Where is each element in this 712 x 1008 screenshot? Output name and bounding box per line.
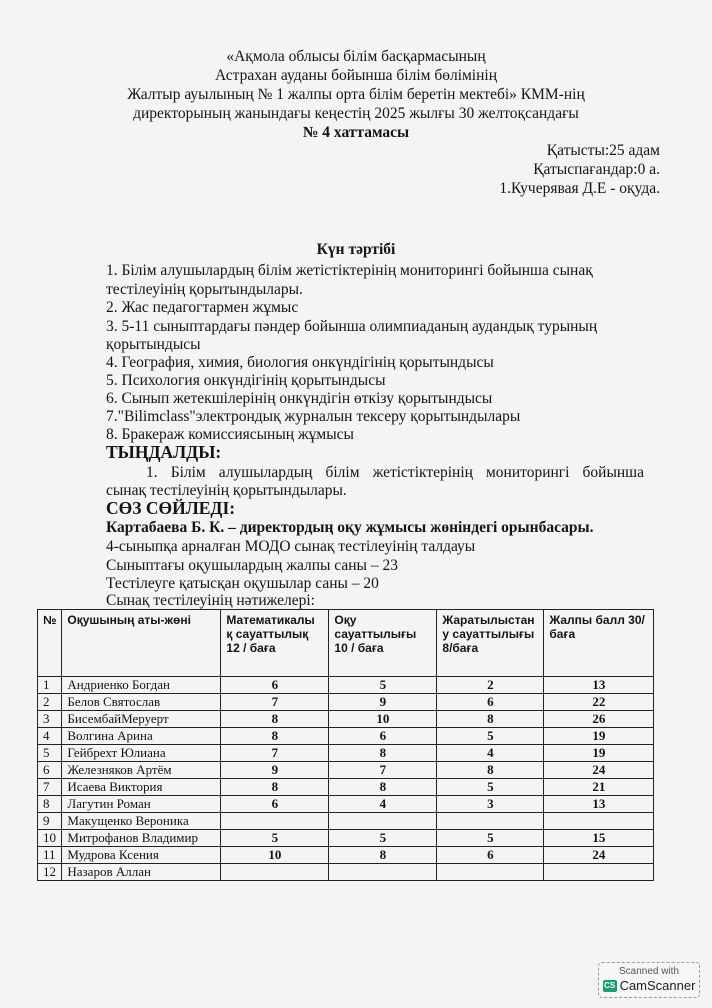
header-line-4: директорының жанындағы кеңестің 2025 жылғы 30 желтоқсандағы: [133, 105, 579, 122]
cell-total: 21: [544, 779, 654, 796]
agenda-item: 8. Бракераж комиссиясының жұмысы: [106, 426, 354, 443]
cell-science: 8: [437, 711, 544, 728]
results-table: [37, 609, 654, 881]
cell-name: Андриенко Богдан: [62, 677, 221, 694]
spoke-line: Тестілеуге қатысқан оқушылар саны – 20: [106, 575, 379, 592]
spoke-title: СӨЗ СӨЙЛЕДІ:: [106, 498, 236, 518]
cell-science: 5: [437, 830, 544, 847]
cell-science: [437, 864, 544, 881]
cell-math: [221, 864, 329, 881]
cell-science: 5: [437, 779, 544, 796]
cell-total: [544, 813, 654, 830]
agenda-item: 6. Сынып жетекшілерінің онкүндігін өткізу қорытындысы: [106, 390, 493, 407]
cell-math: 6: [221, 796, 329, 813]
cell-total: 22: [544, 694, 654, 711]
col-header-name: Оқушының аты-жөні: [62, 610, 221, 677]
cell-total: 19: [544, 728, 654, 745]
col-header-total: Жалпы балл 30/баға: [544, 610, 654, 677]
cell-number: 4: [38, 728, 62, 745]
cell-number: 6: [38, 762, 62, 779]
cell-name: Макущенко Вероника: [62, 813, 221, 830]
attendance-note: 1.Кучерявая Д.Е - оқуда.: [499, 180, 660, 197]
table-row: [38, 864, 654, 881]
cell-reading: 5: [329, 830, 437, 847]
cell-name: Мудрова Ксения: [62, 847, 221, 864]
cell-science: 4: [437, 745, 544, 762]
table-row: [38, 677, 654, 694]
agenda-item: 2. Жас педагогтармен жұмыс: [106, 299, 299, 316]
cell-number: 12: [38, 864, 62, 881]
spoke-line: Сынақ тестілеуінің нәтижелері:: [106, 592, 315, 609]
cell-science: [437, 813, 544, 830]
cell-reading: 7: [329, 762, 437, 779]
cell-name: Исаева Виктория: [62, 779, 221, 796]
cell-math: 10: [221, 847, 329, 864]
cell-math: 6: [221, 677, 329, 694]
cell-number: 9: [38, 813, 62, 830]
cell-reading: 4: [329, 796, 437, 813]
col-header-science: Жаратылыстан у сауаттылығы 8/баға: [437, 610, 544, 677]
cell-math: 7: [221, 694, 329, 711]
agenda-item: 5. Психология онкүндігінің қорытындысы: [106, 372, 386, 389]
agenda-item: тестілеуінің қорытындылары.: [106, 281, 303, 298]
cell-science: 2: [437, 677, 544, 694]
cell-number: 7: [38, 779, 62, 796]
cell-science: 6: [437, 847, 544, 864]
camscanner-watermark: [598, 962, 700, 998]
cell-reading: 8: [329, 745, 437, 762]
cell-total: 13: [544, 796, 654, 813]
cell-reading: 10: [329, 711, 437, 728]
cell-reading: 5: [329, 677, 437, 694]
cell-name: Железняков Артём: [62, 762, 221, 779]
table-row: [38, 694, 654, 711]
agenda-item: қорытындысы: [106, 336, 201, 353]
cell-name: Назаров Аллан: [62, 864, 221, 881]
cell-number: 8: [38, 796, 62, 813]
speaker-line: Картабаева Б. К. – директордың оқу жұмысы жөніндегі орынбасары.: [106, 519, 594, 536]
table-row: [38, 728, 654, 745]
cell-science: 5: [437, 728, 544, 745]
cell-total: 26: [544, 711, 654, 728]
cell-number: 1: [38, 677, 62, 694]
agenda-item: 7."Bilimclass"электрондық журналын тексеру қорытындылары: [106, 408, 521, 425]
table-row: [38, 745, 654, 762]
cell-name: Белов Святослав: [62, 694, 221, 711]
table-header-row: [38, 610, 654, 677]
cell-name: Гейбрехт Юлиана: [62, 745, 221, 762]
heard-title: ТЫҢДАЛДЫ:: [106, 442, 222, 462]
cell-name: Волгина Арина: [62, 728, 221, 745]
watermark-brand: CamScanner: [619, 978, 696, 993]
spoke-line: Сыныптағы оқушылардың жалпы саны – 23: [106, 557, 398, 574]
cell-math: 7: [221, 745, 329, 762]
table-row: [38, 813, 654, 830]
cell-total: [544, 864, 654, 881]
cell-total: 13: [544, 677, 654, 694]
protocol-title: № 4 хаттамасы: [302, 124, 410, 141]
header-line-2: Астрахан ауданы бойынша білім бөлімінің: [214, 67, 498, 84]
cell-science: 6: [437, 694, 544, 711]
camscanner-logo-icon: CS: [604, 980, 616, 990]
cell-number: 10: [38, 830, 62, 847]
cell-reading: 9: [329, 694, 437, 711]
cell-name: Лагутин Роман: [62, 796, 221, 813]
cell-number: 5: [38, 745, 62, 762]
cell-name: Митрофанов Владимир: [62, 830, 221, 847]
agenda-item: 3. 5-11 сыныптардағы пәндер бойынша олимпиаданың аудандық турының: [106, 318, 598, 335]
attendance-absent: Қатыспағандар:0 а.: [533, 161, 660, 178]
spoke-line: 4-сыныпқа арналған МОДО сынақ тестілеуінің талдауы: [106, 538, 476, 555]
col-header-number: №: [38, 610, 62, 677]
col-header-reading: Оқу сауаттылығы 10 / баға: [329, 610, 437, 677]
cell-total: 24: [544, 762, 654, 779]
cell-number: 11: [38, 847, 62, 864]
cell-reading: [329, 813, 437, 830]
cell-number: 2: [38, 694, 62, 711]
header-line-1: «Ақмола облысы білім басқармасының: [226, 48, 486, 65]
cell-science: 8: [437, 762, 544, 779]
cell-reading: 8: [329, 847, 437, 864]
table-row: [38, 779, 654, 796]
cell-math: 8: [221, 779, 329, 796]
attendance-present: Қатысты:25 адам: [546, 142, 660, 159]
agenda-item: 1. Білім алушылардың білім жетістіктерінің мониторингі бойынша сынақ: [106, 262, 593, 279]
cell-math: 5: [221, 830, 329, 847]
cell-math: 8: [221, 728, 329, 745]
table-row: [38, 711, 654, 728]
cell-total: 15: [544, 830, 654, 847]
cell-math: 9: [221, 762, 329, 779]
cell-reading: 6: [329, 728, 437, 745]
table-row: [38, 830, 654, 847]
cell-total: 19: [544, 745, 654, 762]
table-row: [38, 847, 654, 864]
agenda-title: Күн тәртібі: [316, 241, 396, 258]
cell-math: [221, 813, 329, 830]
agenda-item: 4. География, химия, биология онкүндігінің қорытындысы: [106, 354, 494, 371]
header-line-3: Жалтыр ауылының № 1 жалпы орта білім беретін мектебі» КММ-нің: [127, 86, 585, 103]
cell-total: 24: [544, 847, 654, 864]
cell-reading: 8: [329, 779, 437, 796]
table-row: [38, 762, 654, 779]
col-header-math: Математикалы қ сауаттылық 12 / баға: [221, 610, 329, 677]
cell-science: 3: [437, 796, 544, 813]
heard-line-2: сынақ тестілеуінің қорытындылары.: [106, 482, 347, 499]
watermark-caption: Scanned with: [618, 966, 680, 977]
table-row: [38, 796, 654, 813]
cell-reading: [329, 864, 437, 881]
heard-line-1: 1. Білім алушылардың білім жетістіктерінің мониторингі бойынша: [146, 464, 644, 481]
cell-number: 3: [38, 711, 62, 728]
cell-name: БисембайМеруерт: [62, 711, 221, 728]
cell-math: 8: [221, 711, 329, 728]
